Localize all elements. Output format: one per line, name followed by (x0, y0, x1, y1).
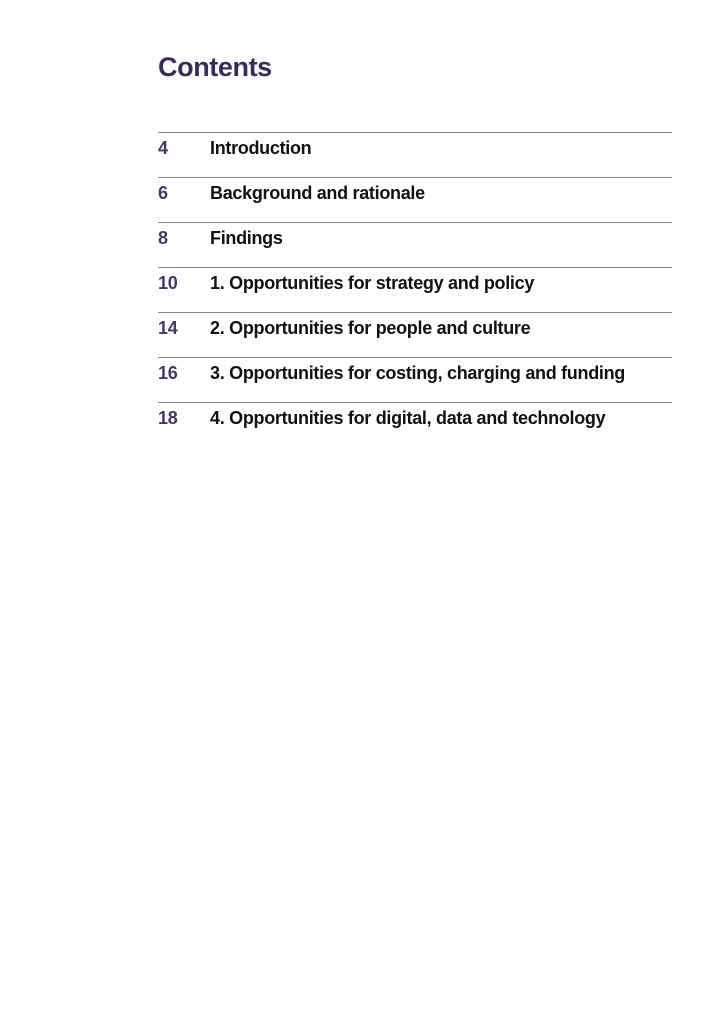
toc-entry-label: Introduction (210, 138, 312, 158)
toc-page-number: 4 (158, 138, 168, 158)
toc-entry-background[interactable] (158, 177, 672, 222)
toc-entry-label: Findings (210, 228, 283, 248)
toc-page-number: 6 (158, 183, 168, 203)
toc-entry-label: 3. Opportunities for costing, charging and funding (210, 363, 625, 383)
toc-entry-findings[interactable] (158, 222, 672, 267)
toc-entry-introduction[interactable] (158, 132, 672, 177)
toc-entry-label: 1. Opportunities for strategy and policy (210, 273, 535, 293)
toc-entry-label: Background and rationale (210, 183, 425, 203)
toc-page-number: 18 (158, 408, 178, 428)
toc-entry-people-culture[interactable] (158, 312, 672, 357)
toc-entry-label: 4. Opportunities for digital, data and technology (210, 408, 606, 428)
toc-page-number: 8 (158, 228, 168, 248)
toc-entry-label: 2. Opportunities for people and culture (210, 318, 531, 338)
toc-entry-strategy-policy[interactable] (158, 267, 672, 312)
toc-page-number: 16 (158, 363, 178, 383)
toc-page-number: 10 (158, 273, 178, 293)
toc-page-number: 14 (158, 318, 178, 338)
table-of-contents (158, 132, 672, 447)
toc-entry-digital-data-technology[interactable] (158, 402, 672, 447)
page-title: Contents (158, 52, 272, 82)
toc-entry-costing-funding[interactable] (158, 357, 672, 402)
